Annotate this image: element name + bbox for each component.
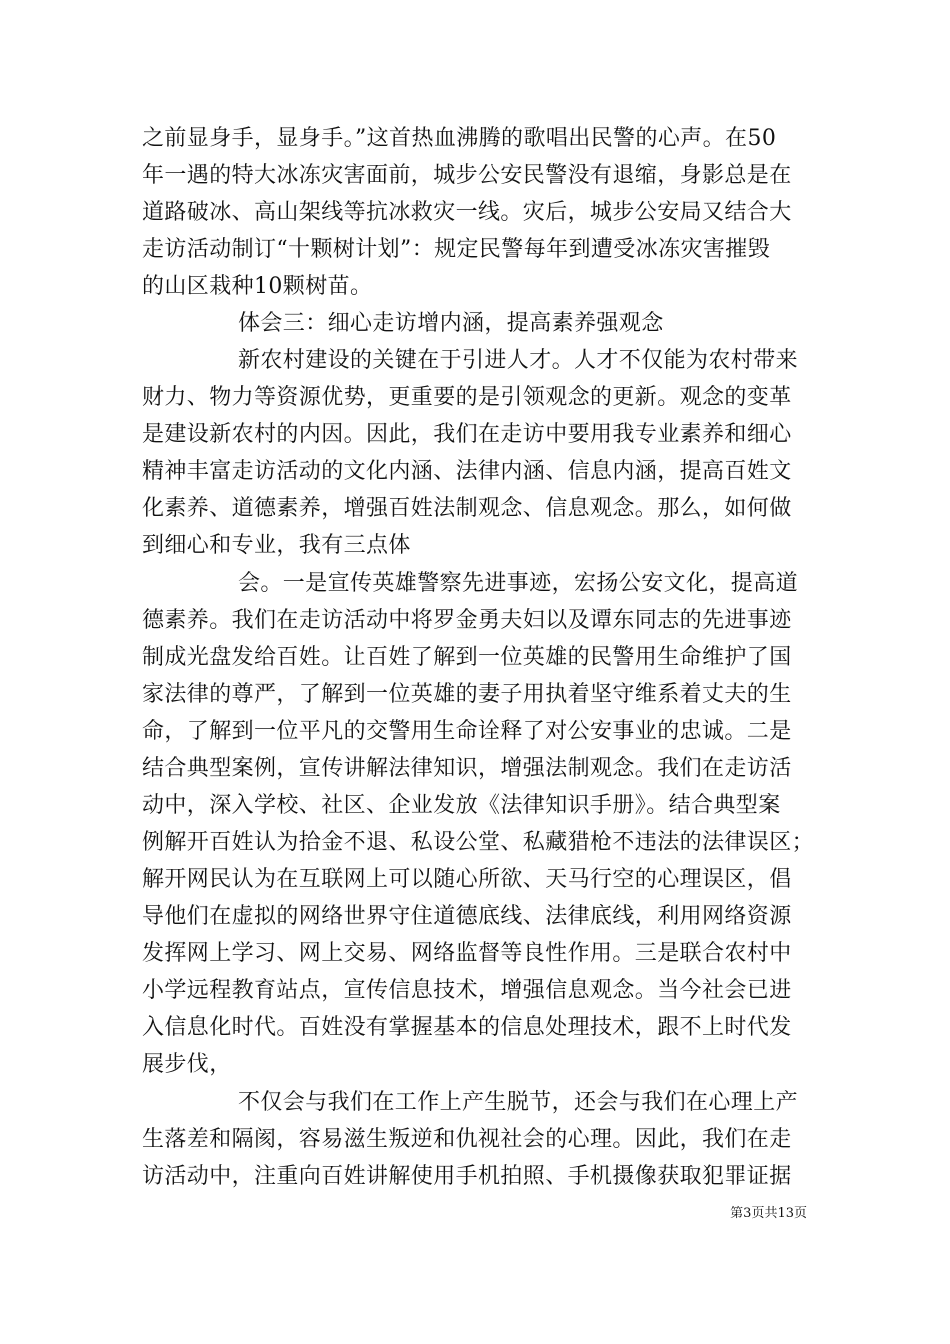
paragraph-three-points xyxy=(142,565,822,1083)
heading-text: 体会三：细心走访增内涵，提高素养强观念 xyxy=(238,311,664,336)
text-line: 家法律的尊严，了解到一位英雄的妻子用执着坚守维系着丈夫的生 xyxy=(142,682,792,707)
text-line: 年一遇的特大冰冻灾害面前，城步公安民警没有退缩，身影总是在 xyxy=(142,163,792,188)
paragraph-continued xyxy=(142,120,822,305)
text-line: 化素养、道德素养，增强百姓法制观念、信息观念。那么，如何做 xyxy=(142,496,792,521)
text-line: 德素养。我们在走访活动中将罗金勇夫妇以及谭东同志的先进事迹 xyxy=(142,608,792,633)
text-line: 命，了解到一位平凡的交警用生命诠释了对公安事业的忠诚。二是 xyxy=(142,719,792,744)
text-line: 发挥网上学习、网上交易、网络监督等良性作用。三是联合农村中 xyxy=(142,941,792,966)
text-line: 生落差和隔阂，容易滋生叛逆和仇视社会的心理。因此，我们在走 xyxy=(142,1127,792,1152)
text-line: 不仅会与我们在工作上产生脱节，还会与我们在心理上产 xyxy=(238,1090,799,1115)
text-line: 是建设新农村的内因。因此，我们在走访中要用我专业素养和细心 xyxy=(142,422,792,447)
text-line: 道路破冰、高山架线等抗冰救灾一线。灾后，城步公安局又结合大 xyxy=(142,200,792,225)
text-line: 财力、物力等资源优势，更重要的是引领观念的更新。观念的变革 xyxy=(142,385,792,410)
section-heading xyxy=(142,305,822,342)
text-line: 之前显身手，显身手。”这首热血沸腾的歌唱出民警的心声。在50 xyxy=(142,126,777,151)
page-indicator: 第3页共13页 xyxy=(730,1206,807,1221)
text-line: 导他们在虚拟的网络世界守住道德底线、法律底线，利用网络资源 xyxy=(142,904,792,929)
text-line: 会。一是宣传英雄警察先进事迹，宏扬公安文化，提高道 xyxy=(238,571,799,596)
text-line: 访活动中，注重向百姓讲解使用手机拍照、手机摄像获取犯罪证据 xyxy=(142,1164,792,1189)
paragraph-info-gap xyxy=(142,1084,822,1195)
paragraph-talent xyxy=(142,342,822,564)
text-line: 例解开百姓认为拾金不退、私设公堂、私藏猎枪不违法的法律误区； xyxy=(142,830,815,855)
text-line: 制成光盘发给百姓。让百姓了解到一位英雄的民警用生命维护了国 xyxy=(142,645,792,670)
text-line: 解开网民认为在互联网上可以随心所欲、天马行空的心理误区，倡 xyxy=(142,867,792,892)
text-line: 展步伐， xyxy=(142,1052,232,1077)
text-line: 走访活动制订“十颗树计划”：规定民警每年到遭受冰冻灾害摧毁 xyxy=(142,237,771,262)
text-line: 到细心和专业，我有三点体 xyxy=(142,533,411,558)
text-line: 的山区栽种10颗树苗。 xyxy=(142,274,373,299)
text-line: 入信息化时代。百姓没有掌握基本的信息处理技术，跟不上时代发 xyxy=(142,1015,792,1040)
text-line: 小学远程教育站点，宣传信息技术，增强信息观念。当今社会已进 xyxy=(142,978,792,1003)
text-line: 精神丰富走访活动的文化内涵、法律内涵、信息内涵，提高百姓文 xyxy=(142,459,792,484)
text-line: 动中，深入学校、社区、企业发放《法律知识手册》。结合典型案 xyxy=(142,793,781,818)
text-line: 新农村建设的关键在于引进人才。人才不仅能为农村带来 xyxy=(238,348,799,373)
text-line: 结合典型案例，宣传讲解法律知识，增强法制观念。我们在走访活 xyxy=(142,756,792,781)
